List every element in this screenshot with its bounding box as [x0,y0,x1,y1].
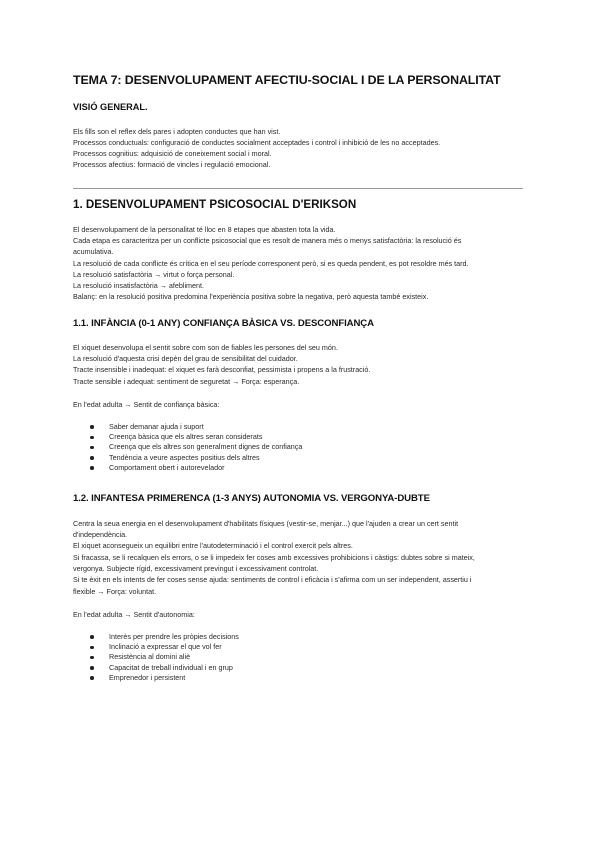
bullet-icon [90,425,94,429]
list-item-text: Inclinació a expressar el que vol fer [109,642,222,652]
text-line: Cada etapa es caracteritza per un conflicte psicosocial que es resolt de manera més o menys satisfactòria: la resolució és [73,236,462,245]
text-line: El xiquet aconsegueix un equilibri entre l'autodeterminació i el control exercit pels altres. [73,541,353,550]
bullet-icon [90,456,94,460]
bullet-icon [90,466,94,470]
list-item [90,453,302,463]
list-item [90,463,302,473]
list-item [90,422,302,432]
text-line: Processos afectius: formació de vincles i regulació emocional. [73,160,271,169]
subsection-1-2-heading: 1.2. INFANTESA PRIMERENCA (1-3 ANYS) AUTONOMIA VS. VERGONYA-DUBTE [73,493,430,504]
adult-intro: En l'edat adulta → Sentit de confiança bàsica: [73,400,220,409]
list-item-text: Comportament obert i autorevelador [109,462,225,472]
list-item-text: Capacitat de treball individual i en grup [109,662,233,672]
list-item [90,632,239,642]
text-line: Balanç: en la resolució positiva predomina l'experiència positiva sobre la negativa, però aquesta també existeix. [73,292,429,301]
text-line: La resolució insatisfactòria → afebliment. [73,281,205,290]
list-item [90,652,239,662]
list-item-text: Creença que els altres son generalment dignes de confiança [109,442,303,452]
document-title: TEMA 7: DESENVOLUPAMENT AFECTIU-SOCIAL I DE LA PERSONALITAT [73,73,501,87]
list-item-text: Resistència al domini aliè [109,652,191,662]
bullet-icon [90,635,94,639]
bullet-icon [90,436,94,440]
list-item [90,673,239,683]
text-line: flexible → Força: voluntat. [73,587,157,596]
list-item [90,642,239,652]
text-line: Processos conductuals: configuració de conductes socialment acceptades i control i inhibició de les no acceptades. [73,138,441,147]
text-line: La resolució de cada conflicte és crítica en el seu període corresponent però, si es queda pendent, es pot resoldre més tard. [73,259,469,268]
list-item-text: Interès per prendre les pròpies decisions [109,632,239,641]
text-line: La resolució d'aquesta crisi depèn del grau de sensibilitat del cuidador. [73,354,298,363]
text-line: Processos cognitius: adquisició de coneixement social i moral. [73,149,272,158]
trust-bullet-list [90,422,302,473]
list-item-text: Saber demanar ajuda i suport [109,422,204,431]
bullet-icon [90,676,94,680]
list-item [90,442,302,452]
text-line: acumulativa. [73,247,114,256]
subsection-1-1-heading: 1.1. INFÀNCIA (0-1 ANY) CONFIANÇA BÀSICA VS. DESCONFIANÇA [73,318,374,329]
text-line: Tracte sensible i adequat: sentiment de seguretat → Força: esperança. [73,377,300,386]
bullet-icon [90,446,94,450]
bullet-icon [90,646,94,650]
text-line: Si fracassa, se li recalquen els errors, o se li impedeix fer coses amb excessives prohibicions i càstigs: dubtes sobre si mateix, [73,553,475,562]
list-item [90,663,239,673]
text-line: Els fills son el reflex dels pares i adopten conductes que han vist. [73,127,281,136]
list-item-text: Emprenedor i persistent [109,672,186,682]
text-line: Centra la seua energia en el desenvolupament d'habilitats físiques (vestir-se, menjar...) que l'ajuden a crear un cert sentit [73,519,459,528]
text-line: El desenvolupament de la personalitat té lloc en 8 etapes que abasten tota la vida. [73,225,336,234]
text-line: La resolució satisfactòria → virtut o força personal. [73,270,235,279]
text-line: Si te èxit en els intents de fer coses sense ajuda: sentiments de control i eficàcia i s'afirma com un ser independent, assertiu i [73,575,472,584]
text-line: vergonya. Subjecte rígid, excessivament previngut i excessivament controlat. [73,564,319,573]
section-1-heading: 1. DESENVOLUPAMENT PSICOSOCIAL D'ERIKSON [73,198,357,211]
text-line: El xiquet desenvolupa el sentit sobre com son de fiables les persones del seu món. [73,343,338,352]
list-item-text: Creença bàsica que els altres seran considerats [109,432,263,442]
list-item [90,432,302,442]
bullet-icon [90,656,94,660]
adult-intro: En l'edat adulta → Sentit d'autonomia: [73,610,195,619]
overview-heading: VISIÓ GENERAL. [73,102,148,112]
autonomy-bullet-list [90,632,239,683]
section-divider [73,188,523,189]
bullet-icon [90,666,94,670]
list-item-text: Tendència a veure aspectes positius dels altres [109,452,260,462]
text-line: d'independència. [73,530,128,539]
text-line: Tracte insensible i inadequat: el xiquet es farà desconfiat, pessimista i propens a la frustració. [73,365,371,374]
